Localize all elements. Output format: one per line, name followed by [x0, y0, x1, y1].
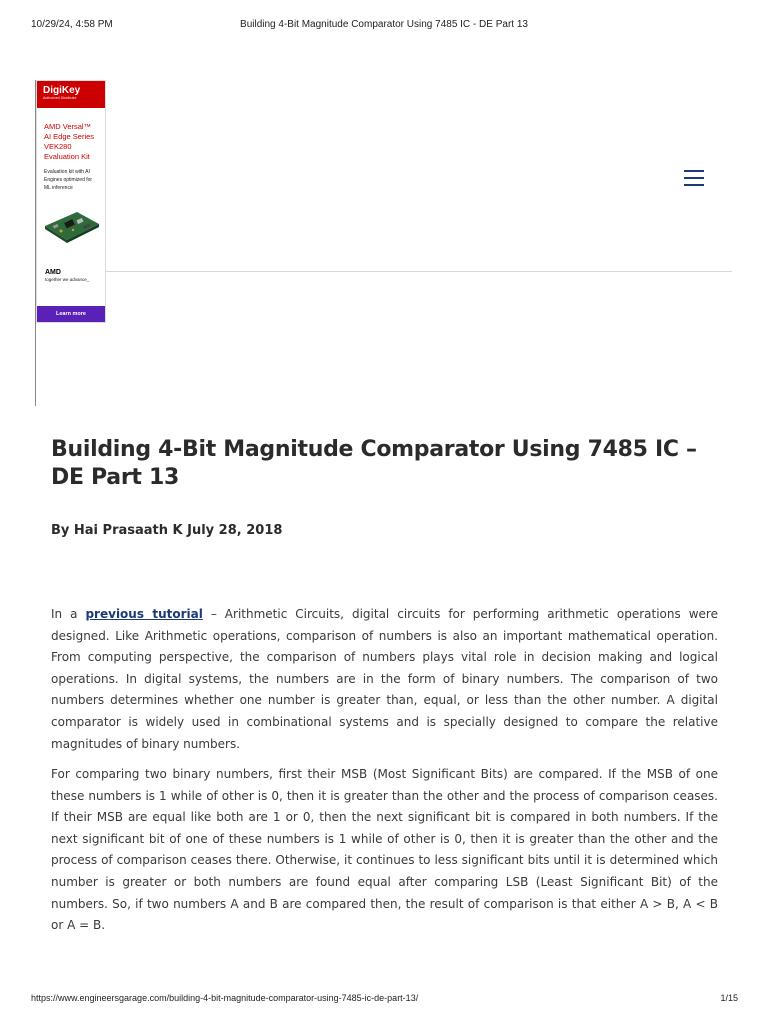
ad-brand-tag: Authorized Distributor: [43, 96, 77, 100]
print-url: https://www.engineersgarage.com/building-4-bit-magnitude-comparator-using-7485-ic-de-part-13/: [31, 993, 419, 1003]
article-paragraph-2: For comparing two binary numbers, first their MSB (Most Significant Bits) are compared. If the MSB of one these numbers is 1 while of other is 0, then it is greater than the other and the process of comparison ceases. If their MSB are equal like both are 1 or 0, then the next significant bit is compared in both numbers. If the next significant bit of one of these numbers is 1 while of other is 0, then it is greater than the other and the process of comparison ceases there. Otherwise, it continues to less significant bits until it is determined which number is greater or both numbers are found equal after comparing LSB (Least Significant Bit) of the numbers. So, if two numbers A and B are compared then, the result of comparison is that either A > B, A < B or A = B.: [51, 767, 718, 933]
ad-product-name: AMD Versal™ AI Edge Series VEK280 Evaluation Kit: [44, 122, 95, 161]
ad-learn-more-button[interactable]: Learn more: [37, 306, 105, 322]
ad-sponsor-logo: AMD: [45, 269, 61, 276]
ad-brand-logo: DigiKey: [43, 85, 81, 96]
sidebar-ad[interactable]: [36, 80, 106, 323]
article-byline: By Hai Prasaath K July 28, 2018: [51, 523, 283, 538]
ad-description: Evaluation kit with AI Engines optimized for ML inference: [44, 169, 93, 191]
print-page-title: Building 4-Bit Magnitude Comparator Using 7485 IC - DE Part 13: [240, 19, 528, 30]
hamburger-menu-icon[interactable]: [683, 168, 705, 188]
ad-sponsor-tagline: together we advance_: [45, 277, 90, 282]
article-title: Building 4-Bit Magnitude Comparator Using 7485 IC – DE Part 13: [51, 437, 697, 490]
paragraph-intro: In a: [51, 607, 86, 621]
paragraph-rest: – Arithmetic Circuits, digital circuits for performing arithmetic operations were designed. Like Arithmetic operations, comparison of numbers is also an important mathematical operation. From computing perspective, the comparison of numbers plays vital role in decision making and logical operations. In digital systems, the numbers are in the form of binary numbers. The comparison of two numbers determines whether one number is greater than, equal, or less than the other number. A digital comparator is widely used in combinational systems and is specially designed to compare the relative magnitudes of binary numbers.: [51, 607, 718, 751]
print-footer: [0, 993, 768, 1007]
article-paragraph-1: [51, 604, 718, 755]
previous-tutorial-link[interactable]: previous tutorial: [85, 607, 203, 621]
print-page-number: 1/15: [720, 993, 738, 1003]
ad-brand-banner: [37, 81, 105, 108]
header-divider: [105, 271, 732, 272]
eval-board-image: [43, 206, 101, 244]
print-date: 10/29/24, 4:58 PM: [31, 19, 113, 30]
print-header: [0, 19, 768, 33]
